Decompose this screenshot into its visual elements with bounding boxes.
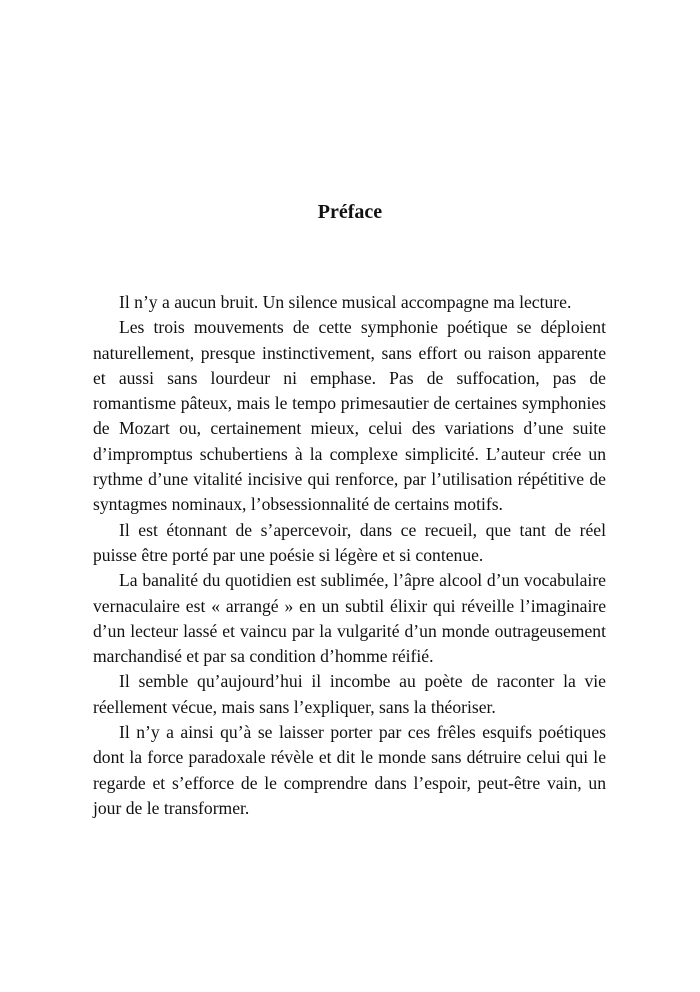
- paragraph: Il semble qu’aujourd’hui il incombe au poète de raconter la vie réellement vécue, mais sans l’expliquer, sans la théoriser.: [93, 671, 606, 717]
- paragraph: Il n’y a aucun bruit. Un silence musical accompagne ma lecture.: [119, 292, 572, 312]
- paragraph: La banalité du quotidien est sublimée, l’âpre alcool d’un vocabulaire vernaculaire est « arrangé » en un subtil élixir qui réveille l’imaginaire d’un lecteur lassé et vaincu par la vulgarité d’un monde outrageusement marchandisé et par sa condition d’homme réifié.: [93, 570, 606, 667]
- preface-body: [93, 290, 606, 821]
- paragraph: Il n’y a ainsi qu’à se laisser porter par ces frêles esquifs poétiques dont la force paradoxale révèle et dit le monde sans détruire celui qui le regarde et s’efforce de le comprendre dans l’espoir, peut-être vain, un jour de le transformer.: [93, 722, 606, 818]
- page-title: Préface: [317, 201, 383, 223]
- paragraph: Les trois mouvements de cette symphonie poétique se déploient naturellement, presque instinctivement, sans effort ou raison apparente et aussi sans lourdeur ni emphase. Pas de suffocation, pas de romantisme pâteux, mais le tempo primesautier de certaines symphonies de Mozart ou, certainement mieux, celui des variations d’une suite d’impromptus schubertiens à la complexe simplicité. L’auteur crée un rythme d’une vitalité incisive qui renforce, par l’utilisation répétitive de syntagmes nominaux, l’obsessionnalité de certains motifs.: [93, 317, 606, 515]
- paragraph: Il est étonnant de s’apercevoir, dans ce recueil, que tant de réel puisse être porté par une poésie si légère et si contenue.: [93, 519, 606, 565]
